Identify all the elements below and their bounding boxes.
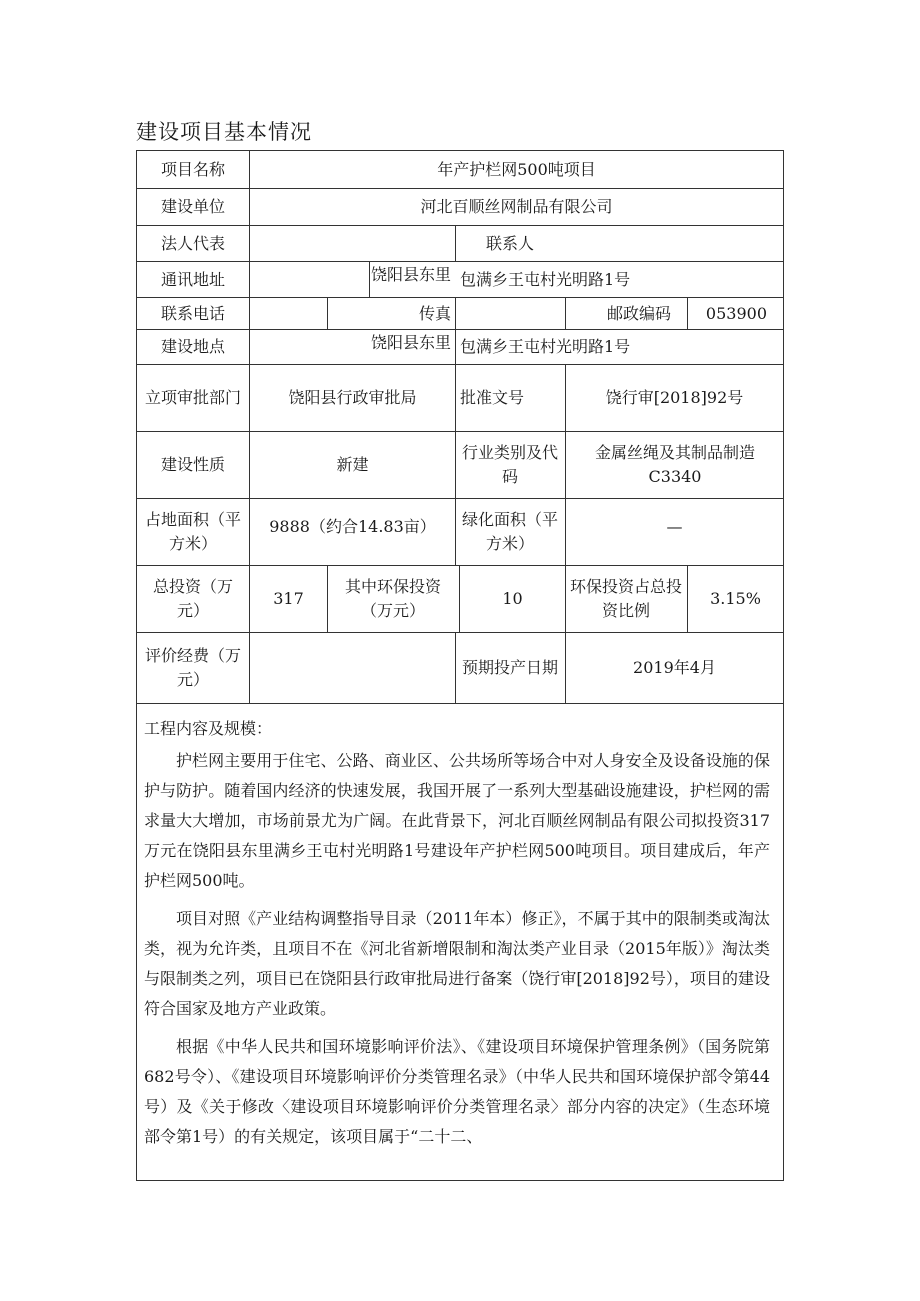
unit-value: 河北百顺丝网制品有限公司 xyxy=(420,197,613,216)
approval-dept-label: 立项审批部门 xyxy=(144,388,241,407)
env-investment-label: 其中环保投资（万元） xyxy=(344,577,441,620)
fax-value xyxy=(456,298,565,329)
site-value-part1: 饶阳县东里 xyxy=(370,333,451,352)
approval-no-label: 批准文号 xyxy=(460,388,525,407)
industry-value: 金属丝绳及其制品制造C3340 xyxy=(594,443,755,486)
green-label: 绿化面积（平方米） xyxy=(461,510,558,553)
expected-date-label: 预期投产日期 xyxy=(461,658,558,677)
legal-rep-value xyxy=(250,226,455,261)
expected-date-value: 2019年4月 xyxy=(633,658,716,677)
project-name-value: 年产护栏网500吨项目 xyxy=(437,159,596,179)
col-divider xyxy=(455,632,456,703)
fax-label: 传真 xyxy=(418,303,451,323)
legal-rep-label: 法人代表 xyxy=(160,233,225,253)
env-ratio-label: 环保投资占总投资比例 xyxy=(569,577,682,620)
page-title: 建设项目基本情况 xyxy=(136,120,312,144)
postcode-value: 053900 xyxy=(705,303,767,323)
phone-label: 联系电话 xyxy=(160,303,225,323)
content-paragraph-2: 项目对照《产业结构调整指导目录（2011年本）修正》，不属于其中的限制类或淘汰类，视为允许类，且项目不在《河北省新增限制和淘汰类产业目录（2015年版）》淘汰类与限制类之列，项目已在饶阳县行政审批局进行备案（饶行审[2018]92号），项目的建设符合国家及地方产业政策。 xyxy=(144,909,770,1018)
address-value-part1: 饶阳县东里 xyxy=(370,265,451,284)
approval-no-value: 饶行审[2018]92号 xyxy=(605,388,744,407)
site-label: 建设地点 xyxy=(160,337,225,356)
postcode-label: 邮政编码 xyxy=(606,303,671,323)
row-divider xyxy=(137,703,783,704)
approval-dept-value: 饶阳县行政审批局 xyxy=(288,388,417,407)
content-heading: 工程内容及规模： xyxy=(144,719,273,738)
env-ratio-value: 3.15% xyxy=(710,589,761,608)
unit-label: 建设单位 xyxy=(160,197,225,216)
col-divider xyxy=(327,565,328,632)
nature-value: 新建 xyxy=(336,455,369,474)
content-paragraph-3: 根据《中华人民共和国环境影响评价法》、《建设项目环境保护管理条例》（国务院第682号令）、《建设项目环境影响评价分类管理名录》（中华人民共和国环境保护部令第44号）及《关于修改〈建设项目环境影响评价分类管理名录〉部分内容的决定》（生态环境部令第1号）的有关规定，该项目属于“二十二、 xyxy=(144,1037,770,1146)
phone-value xyxy=(250,298,327,329)
env-investment-value: 10 xyxy=(502,589,523,608)
industry-label: 行业类别及代码 xyxy=(461,443,558,486)
investment-label: 总投资（万元） xyxy=(152,577,233,620)
eval-fee-label: 评价经费（万元） xyxy=(144,646,241,689)
address-value-part2: 包满乡王屯村光明路1号 xyxy=(460,269,631,289)
content-paragraph-1: 护栏网主要用于住宅、公路、商业区、公共场所等场合中对人身安全及设备设施的保护与防护。随着国内经济的快速发展，我国开展了一系列大型基础设施建设，护栏网的需求量大大增加，市场前景尤为广阔。在此背景下，河北百顺丝网制品有限公司拟投资317万元在饶阳县东里满乡王屯村光明路1号建设年产护栏网500吨项目。项目建成后，年产护栏网500吨。 xyxy=(144,751,770,890)
eval-fee-value xyxy=(250,633,455,703)
investment-value: 317 xyxy=(273,589,304,608)
nature-label: 建设性质 xyxy=(160,455,225,474)
contact-label: 联系人 xyxy=(486,233,535,253)
col-divider xyxy=(565,565,566,632)
site-value-part2: 包满乡王屯村光明路1号 xyxy=(460,337,631,356)
green-value: — xyxy=(666,517,683,536)
project-name-label: 项目名称 xyxy=(160,159,225,179)
area-value: 9888（约合14.83亩） xyxy=(269,517,436,536)
address-label: 通讯地址 xyxy=(160,269,225,289)
area-label: 占地面积（平方米） xyxy=(144,510,241,553)
project-content xyxy=(136,712,784,1160)
